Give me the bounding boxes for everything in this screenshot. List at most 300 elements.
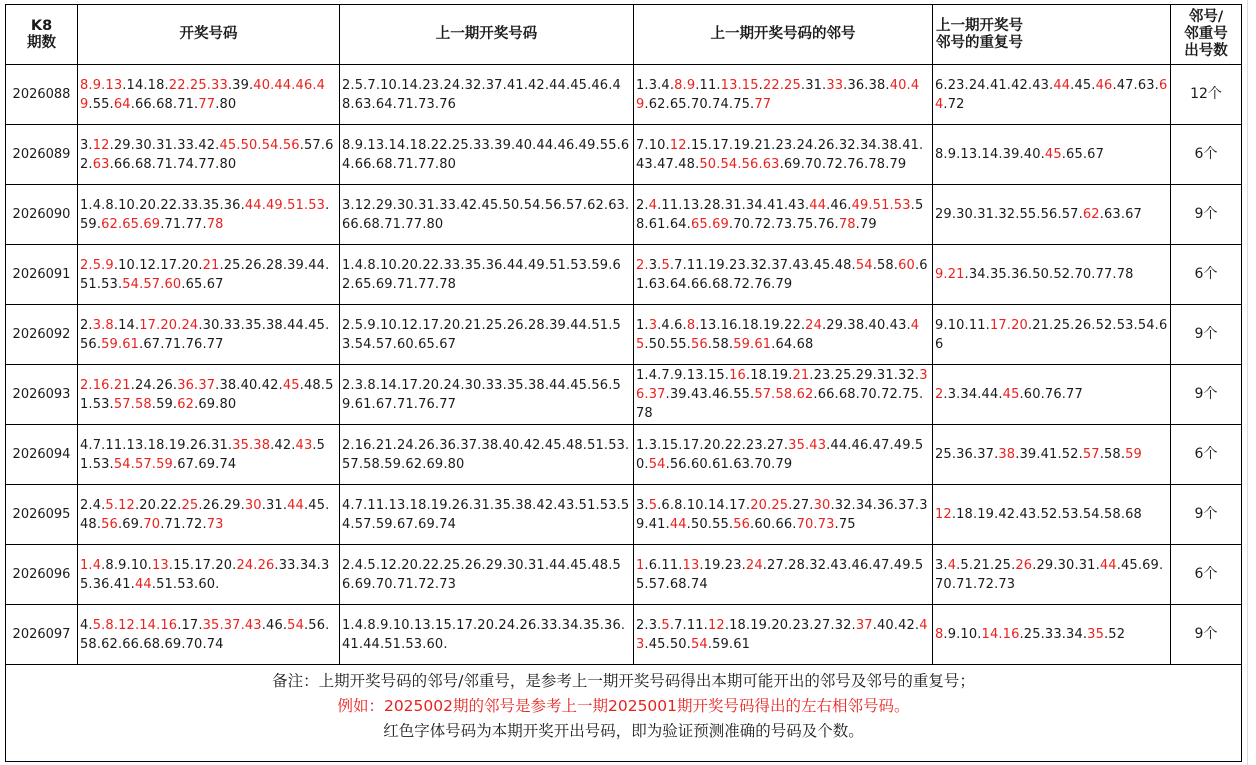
table-row [6,425,1242,485]
hit-number: 21 [792,368,810,383]
number-text: .47.63. [1112,77,1159,93]
hit-count-cell[interactable]: 9个 [1171,365,1242,425]
number-text: .45.69.70.71.72.73 [935,557,1164,592]
number-text: .45.50. [644,636,691,652]
number-text: .57.62. [80,137,334,172]
neighbors-cell[interactable] [634,605,933,665]
hit-number: 54.57.60 [122,276,182,292]
number-text: .59. [80,197,330,232]
number-text: 1.3.15.17.20.22.23.27. [636,437,789,453]
hit-number: 2.5.9 [80,257,114,273]
hit-number: 12 [92,137,110,153]
number-text: .15.17.19.21.23.24.26.32.34.38.41.43.47.48. [636,137,924,172]
hit-number: 45 [1044,147,1062,162]
number-text: 3. [80,137,93,153]
number-text: .66.68.70.72.75.78 [636,387,924,421]
neighbors-cell[interactable] [634,485,933,545]
number-text: .32.34.36.37.39.41. [636,497,928,532]
hit-number: 8 [686,317,696,333]
number-text: .27. [788,497,814,513]
hit-number: 1.4 [80,557,102,573]
prev-draw-cell[interactable]: 1.4.8.9.10.13.15.17.20.24.26.33.34.35.36.41.44.51.53.60. [340,605,634,665]
number-text: .26.29. [198,497,245,513]
hit-number: 35.43 [788,437,827,453]
hit-number: 45 [636,317,920,352]
neighbors-cell[interactable] [634,185,933,245]
issue-cell[interactable]: 2026089 [6,125,78,185]
number-text: .71.77. [160,216,207,232]
number-text: .58. [1099,447,1126,462]
number-text: .46. [826,197,852,213]
hit-number: 25 [181,497,199,513]
hit-number: 57 [1082,447,1100,462]
number-text: .36.38. [843,77,890,93]
draw-cell[interactable] [78,425,340,485]
number-text: .7.11.19.23.32.37.43.45.48. [669,257,856,273]
hit-number: 44 [1099,557,1117,573]
hit-number: 59 [1125,447,1142,462]
number-text: .23.25.29.31.32. [809,368,920,383]
hit-number: 45 [282,377,300,393]
hit-number: 65.69 [690,216,729,232]
hit-number: 59.61 [101,336,140,352]
number-text: .27.28.32.43.46.47.49.55.57.68.74 [636,557,924,592]
number-text: .31. [261,497,288,513]
hit-number: 56 [101,516,118,532]
number-text: 2.4. [80,497,106,513]
number-text: .6.8.10.14.17. [657,497,751,513]
number-text: .70.72.73.75.76. [728,216,839,232]
hit-count-cell[interactable]: 9个 [1171,185,1242,245]
number-text: .25.33.34. [1019,627,1088,642]
header-neighbors[interactable]: 上一期开奖号码的邻号 [634,5,933,65]
hit-number: 12 [669,137,687,153]
hit-number: 13 [682,557,700,573]
number-text: .48.51.53. [80,377,334,412]
prev-draw-cell[interactable]: 1.4.8.10.20.22.33.35.36.44.49.51.53.59.62.65.69.71.77.78 [340,245,634,305]
hit-number: 35 [1087,627,1105,642]
hit-number: 12 [935,507,952,522]
number-text: .69. [117,516,144,532]
number-text: .21.25.26.52.53.54.66 [935,317,1168,352]
hit-number: 2. [636,257,649,273]
hit-number: 44 [287,497,304,513]
number-text: .67.71.76.77 [139,336,224,352]
prev-draw-cell[interactable]: 3.12.29.30.31.33.42.45.50.54.56.57.62.63.66.68.71.77.80 [340,185,634,245]
hit-number: 54.57.59 [113,456,173,472]
hit-number: 12 [707,617,725,633]
neighbor-repeats-cell[interactable] [933,545,1171,605]
number-text: .63.67 [1099,207,1142,222]
number-text: . [758,77,763,93]
hit-number: 37 [855,617,873,633]
number-text: .51.53.60. [151,576,220,592]
neighbor-repeats-cell[interactable] [933,245,1171,305]
table-row [6,365,1242,425]
number-text: .45.48. [80,497,330,532]
neighbors-cell[interactable] [634,545,933,605]
draw-cell[interactable] [78,545,340,605]
number-text: .38.40.42. [215,377,283,393]
hit-number: 8 [935,627,944,642]
table-row [6,185,1242,245]
number-text: .5.21.25. [956,557,1016,573]
issue-cell[interactable]: 2026090 [6,185,78,245]
issue-cell[interactable]: 2026088 [6,65,78,125]
number-text: 1.4.8.10.20.22.33.35.36. [80,197,245,213]
number-text: .18.19.42.43.52.53.54.58.68 [951,507,1142,522]
number-text: .52 [1104,627,1126,642]
draw-cell[interactable] [78,65,340,125]
hit-number: 62.65.69 [101,216,161,232]
hit-number: 3 [648,317,658,333]
hit-number: 70.73 [796,516,835,532]
number-text: 4. [80,617,93,633]
number-text: .69.80 [194,396,237,412]
hit-number: 16 [729,368,746,383]
number-text: .30.33.35.38.44.45.56. [80,317,330,352]
issue-cell[interactable]: 2026094 [6,425,78,485]
hit-count-cell[interactable]: 6个 [1171,425,1242,485]
issue-cell[interactable]: 2026097 [6,605,78,665]
hit-number: 24.26 [236,557,275,573]
note-line-2: 例如：2025002期的邻号是参考上一期2025001期开奖号码得出的左右相邻号码。 [337,697,910,715]
number-text: .29.38.40.43. [822,317,911,333]
number-text: 9.10.11. [935,317,990,333]
hit-number: 33 [826,77,844,93]
hit-number: 17.20.24 [139,317,199,333]
number-text: .59.61 [707,636,751,652]
draw-cell[interactable] [78,605,340,665]
number-text: .66.68.71. [130,96,199,112]
prev-draw-cell[interactable]: 2.5.7.10.14.23.24.32.37.41.42.44.45.46.48.63.64.71.73.76 [340,65,634,125]
number-text: 6.23.24.41.42.43. [935,77,1054,93]
header-draw[interactable]: 开奖号码 [78,5,340,65]
prev-draw-cell[interactable]: 4.7.11.13.18.19.26.31.35.38.42.43.51.53.54.57.59.67.69.74 [340,485,634,545]
hit-number: 50.54.56.63 [699,156,780,172]
issue-cell[interactable]: 2026092 [6,305,78,365]
neighbors-cell[interactable] [634,65,933,125]
number-text: .60.66. [750,516,797,532]
table-row [6,485,1242,545]
neighbors-cell[interactable] [634,365,933,425]
number-text: .33.34.35.36.41. [80,557,330,592]
neighbor-repeats-cell[interactable] [933,425,1171,485]
hit-number: 40.44.46.49 [80,77,326,112]
table-row [6,245,1242,305]
hit-number: 44 [1053,77,1071,93]
hit-number: 5 [661,257,670,273]
number-text: .56.58.62.66.68.69.70.74 [80,617,330,652]
header-hit-count[interactable]: 邻号/ 邻重号 出号数 [1171,5,1242,65]
neighbor-repeats-cell[interactable] [933,365,1171,425]
hit-number: 9.21 [935,267,965,282]
issue-cell[interactable]: 2026096 [6,545,78,605]
hit-count-cell[interactable]: 12个 [1171,65,1242,125]
hit-number: 77 [754,96,772,112]
neighbors-cell[interactable] [634,305,933,365]
hit-number: 3.8 [92,317,114,333]
number-text: .44.46.47.49.50. [636,437,924,472]
hit-number: 44 [134,576,152,592]
neighbors-cell[interactable] [634,245,933,305]
hit-number: 35.37.43 [202,617,262,633]
number-text: .50.55. [644,336,691,352]
number-text: 3. [935,557,948,573]
hit-number: 54 [287,617,304,633]
neighbor-repeats-cell[interactable] [933,605,1171,665]
number-text: .58.61.64. [636,197,924,232]
number-text: .71.72. [160,516,207,532]
number-text: .79 [855,216,877,232]
number-text: .6.11. [644,557,683,573]
hit-number: 22.25 [762,77,801,93]
number-text: .15.17.20. [168,557,237,573]
hit-number: 30 [813,497,831,513]
header-neighbor-repeats[interactable]: 上一期开奖号 邻号的重复号 [933,5,1171,65]
hit-number: 36.37 [177,377,216,393]
hit-number: 49.51.53 [851,197,911,213]
number-text: .58. [707,336,734,352]
hit-number: 26 [1015,557,1033,573]
hit-number: 44 [809,197,827,213]
number-text: .46. [261,617,288,633]
hit-number: 40.49 [636,77,920,112]
hit-number: 43 [636,617,928,652]
hit-number: 78 [206,216,224,232]
hit-number: 56 [690,336,708,352]
number-text: .9.10. [943,627,982,642]
number-text: 2.3. [636,617,662,633]
draw-cell[interactable] [78,485,340,545]
hit-number: 8.9.13 [80,77,123,93]
hit-number: 45.50.54.56 [219,137,300,153]
hit-number: 64 [935,77,1168,112]
number-text: 1. [636,317,649,333]
number-text: .25.26.28.39.44.51.53. [80,257,330,292]
hit-count-cell[interactable]: 6个 [1171,125,1242,185]
number-text: .65.67 [1061,147,1104,162]
hit-number: 5.12 [105,497,135,513]
hit-count-cell[interactable]: 6个 [1171,245,1242,305]
table-row [6,605,1242,665]
number-text: 25.36.37. [935,447,999,462]
note-cell[interactable] [6,665,1242,762]
hit-number: 5 [648,497,658,513]
hit-number: 63 [92,156,110,172]
number-text: .18.19.20.23.27.32. [724,617,856,633]
number-text: .8.9.10. [101,557,152,573]
hit-number: 4 [947,557,957,573]
neighbor-repeats-cell[interactable] [933,485,1171,545]
draw-cell[interactable] [78,125,340,185]
number-text: .60.76.77 [1019,387,1083,402]
number-text: .4.6. [657,317,687,333]
prev-draw-cell[interactable]: 2.5.9.10.12.17.20.21.25.26.28.39.44.51.53.54.57.60.65.67 [340,305,634,365]
number-text: .75 [834,516,856,532]
number-text: .19.23. [699,557,746,573]
number-text: .29.30.31.33.42. [109,137,220,153]
gridline [1247,0,1248,765]
number-text: .31. [800,77,827,93]
hit-number: 13 [151,557,169,573]
hit-number: 43 [295,437,313,453]
draw-cell[interactable] [78,185,340,245]
number-text: .69.70.72.76.78.79 [779,156,907,172]
number-text: .40.42. [872,617,920,633]
hit-number: 30 [244,497,262,513]
number-text: .13.16.18.19.22. [695,317,806,333]
hit-number: 8.9 [674,77,696,93]
number-text: 2. [636,197,649,213]
number-text: 3. [636,497,649,513]
table-row [6,125,1242,185]
hit-number: 2 [935,387,944,402]
header-row [6,5,1242,65]
hit-number: 44 [669,516,687,532]
header-issue[interactable]: K8 期数 [6,5,78,65]
hit-number: 44.49.51.53 [244,197,326,213]
hit-number: 46 [1095,77,1113,93]
draw-cell[interactable] [78,365,340,425]
number-text: 2. [80,317,93,333]
hit-number: 13.15 [720,77,759,93]
number-text: .18.19. [745,368,793,383]
hit-count-cell[interactable]: 9个 [1171,305,1242,365]
neighbor-repeats-cell[interactable] [933,125,1171,185]
hit-number: 62 [1082,207,1100,222]
number-text: .17. [177,617,203,633]
prev-draw-cell[interactable]: 8.9.13.14.18.22.25.33.39.40.44.46.49.55.64.66.68.71.77.80 [340,125,634,185]
hit-number: 21 [202,257,220,273]
hit-number: 73 [206,516,224,532]
number-text: .39. [227,77,254,93]
number-text: .14.18. [122,77,169,93]
hit-number: 5.8.12.14.16 [92,617,178,633]
hit-count-cell[interactable]: 9个 [1171,605,1242,665]
hit-number: 24 [745,557,763,573]
issue-cell[interactable]: 2026095 [6,485,78,545]
hit-number: 78 [838,216,856,232]
note-row [6,665,1242,762]
number-text: .55. [88,96,114,112]
number-text: .66.68.71.74.77.80 [109,156,237,172]
number-text: .24.26. [130,377,178,393]
issue-cell[interactable]: 2026093 [6,365,78,425]
neighbors-cell[interactable] [634,425,933,485]
number-text: 1.3.4. [636,77,675,93]
number-text: .58. [872,257,899,273]
number-text: .64.68 [771,336,814,352]
number-text: .59. [151,396,178,412]
hit-number: 17.20 [989,317,1028,333]
note-line-3: 红色字体号码为本期开奖开出号码，即为验证预测准确的号码及个数。 [383,722,864,740]
number-text: .39.41.52. [1015,447,1083,462]
number-text: .45. [1070,77,1096,93]
number-text: 3. [648,257,662,273]
number-text: 7.10. [636,137,670,153]
table-row [6,305,1242,365]
number-text: .14. [113,317,140,333]
number-text: .61.63.64.66.68.72.76.79 [636,257,928,292]
number-text: .34.35.36.50.52.70.77.78 [964,267,1134,282]
number-text: .80 [215,96,237,112]
draw-cell[interactable] [78,245,340,305]
hit-number: 5 [661,617,670,633]
prev-draw-cell[interactable]: 2.16.21.24.26.36.37.38.40.42.45.48.51.53.57.58.59.62.69.80 [340,425,634,485]
hit-number: 57.58 [113,396,152,412]
prev-draw-cell[interactable]: 2.4.5.12.20.22.25.26.29.30.31.44.45.48.56.69.70.71.72.73 [340,545,634,605]
hit-number: 36.37 [636,368,928,402]
hit-number: 35.38 [232,437,271,453]
number-text: 4.7.11.13.18.19.26.31. [80,437,233,453]
number-text: .39.43.46.55. [665,387,755,402]
number-text: .67.69.74 [172,456,237,472]
number-text: .3.34.44. [943,387,1003,402]
number-text: .72 [943,96,965,112]
hit-number: 64 [113,96,131,112]
hit-number: 38 [998,447,1016,462]
note-line-1: 备注：上期开奖号码的邻号/邻重号，是参考上一期开奖号码得出本期可能开出的邻号及邻号的重复号； [272,672,975,690]
hit-number: 60 [898,257,915,273]
number-text: .65.67 [181,276,224,292]
hit-number: 22.25.33 [168,77,228,93]
hit-count-cell[interactable]: 6个 [1171,545,1242,605]
number-text: .42. [270,437,296,453]
hit-number: 1 [636,557,645,573]
hit-number: 4 [648,197,658,213]
table-row [6,545,1242,605]
hit-number: 57.58.62 [754,387,814,402]
number-text: .29.30.31. [1032,557,1100,573]
number-text: 29.30.31.32.55.56.57. [935,207,1083,222]
number-text: 8.9.13.14.39.40. [935,147,1045,162]
number-text: 1.4.7.9.13.15. [636,368,730,383]
hit-number: 62 [177,396,195,412]
neighbor-repeats-cell[interactable] [933,305,1171,365]
prev-draw-cell[interactable]: 2.3.8.14.17.20.24.30.33.35.38.44.45.56.59.61.67.71.76.77 [340,365,634,425]
hit-number: 45 [1002,387,1020,402]
issue-cell[interactable]: 2026091 [6,245,78,305]
header-prev-draw[interactable]: 上一期开奖号码 [340,5,634,65]
number-text: .50.55. [686,516,734,532]
hit-number: 54 [855,257,873,273]
hit-number: 54 [648,456,666,472]
neighbors-cell[interactable] [634,125,933,185]
number-text: .51.53. [80,437,326,472]
hit-number: 24 [805,317,823,333]
hit-count-cell[interactable]: 9个 [1171,485,1242,545]
number-text: .10.12.17.20. [113,257,203,273]
neighbor-repeats-cell[interactable] [933,65,1171,125]
hit-number: 70 [143,516,161,532]
number-text: .62.65.70.74.75. [644,96,755,112]
draw-cell[interactable] [78,305,340,365]
hit-number: 59.61 [733,336,772,352]
number-text: .11.13.28.31.34.41.43. [657,197,810,213]
number-text: .56.60.61.63.70.79 [665,456,793,472]
hit-number: 77 [198,96,216,112]
hit-number: 14.16 [981,627,1020,642]
number-text: .11. [695,77,721,93]
hit-number: 2.16.21 [80,377,131,393]
hit-number: 54 [690,636,708,652]
number-text: .7.11. [669,617,708,633]
hit-number: 56 [733,516,751,532]
table-row [6,65,1242,125]
neighbor-repeats-cell[interactable] [933,185,1171,245]
hit-number: 20.25 [750,497,789,513]
